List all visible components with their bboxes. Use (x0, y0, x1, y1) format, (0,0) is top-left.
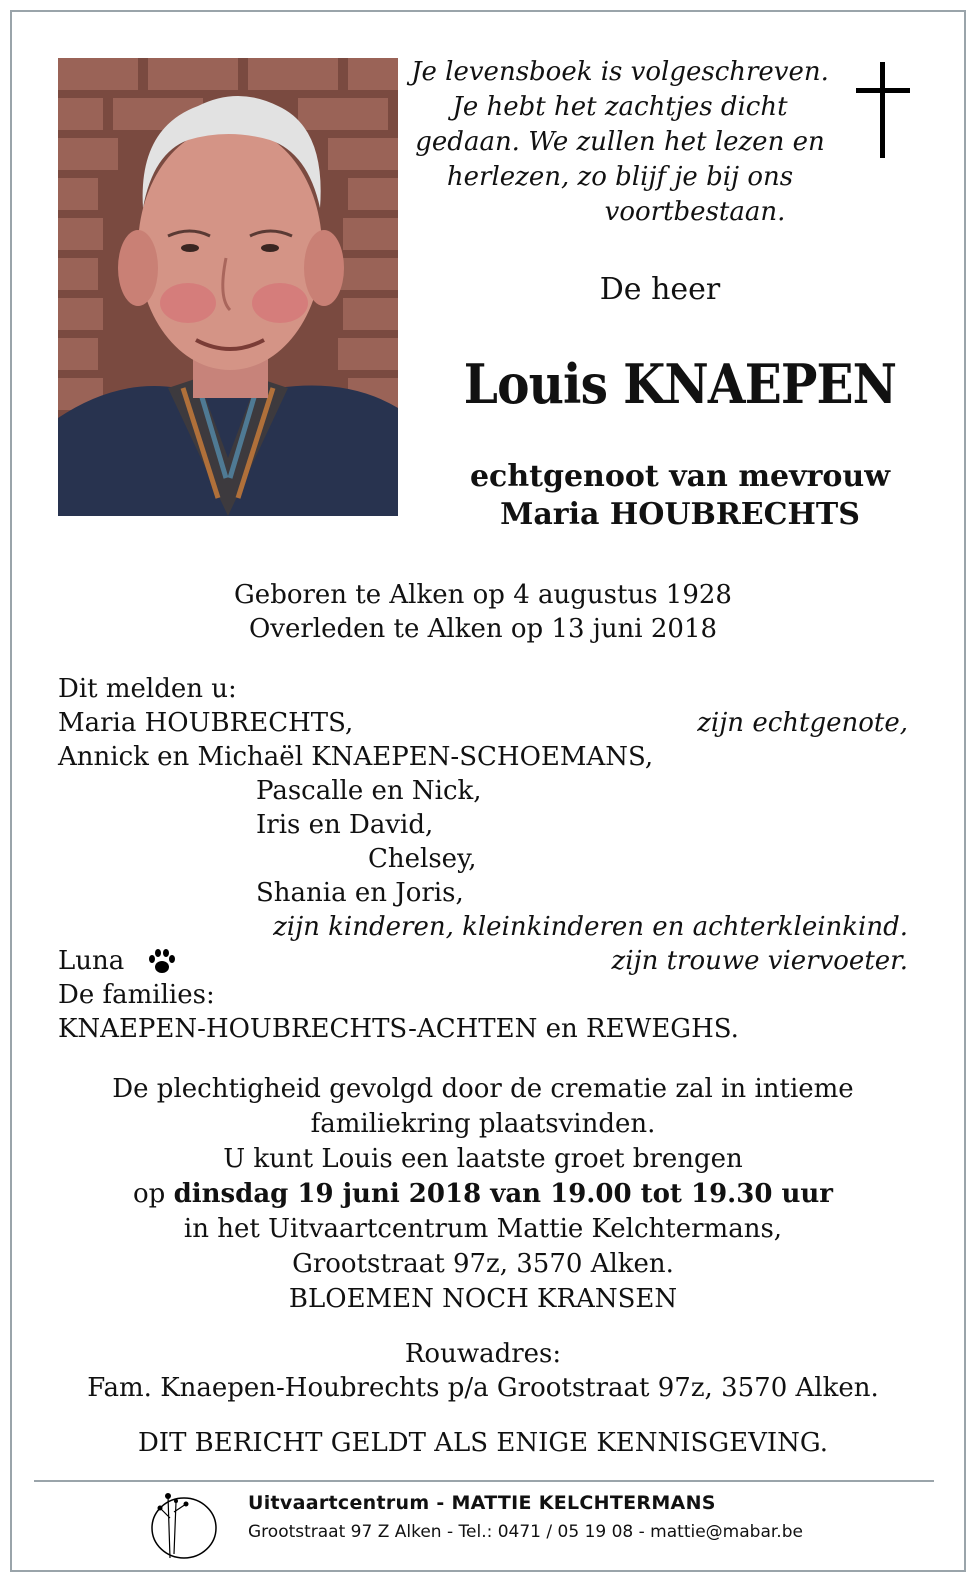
family-row-pet (58, 944, 908, 978)
grandchild-item: Chelsey, (368, 844, 477, 874)
portrait-photo (58, 58, 398, 516)
families-label: De families: (58, 980, 215, 1010)
deceased-name: Louis KNAEPEN (463, 352, 897, 416)
pet-name: Luna (58, 946, 125, 976)
mourning-address (0, 1337, 966, 1405)
poem-line: herlezen, zo blijf je bij ons (446, 162, 794, 192)
spouse-block (400, 458, 960, 534)
death-date: Overleden te Alken op 13 juni 2018 (248, 614, 718, 644)
ceremony-line: U kunt Louis een laatste groet brengen (223, 1144, 743, 1174)
life-dates (0, 578, 966, 646)
ceremony-line: familiekring plaatsvinden. (310, 1109, 656, 1139)
family-row-spouse (58, 706, 908, 740)
poem-line: voortbestaan. (604, 197, 786, 227)
honorific: De heer (599, 272, 721, 307)
family-row-children-role (58, 910, 908, 944)
cross-icon (852, 62, 914, 160)
funeral-home-footer (248, 1492, 803, 1542)
grandchild-item: Pascalle en Nick, (256, 776, 482, 806)
families-names: KNAEPEN-HOUBRECHTS-ACHTEN en REWEGHS. (58, 1014, 739, 1044)
mourning-address-label: Rouwadres: (404, 1339, 562, 1369)
ceremony-line: in het Uitvaartcentrum Mattie Kelchtermans, (183, 1214, 783, 1244)
ceremony-info (0, 1072, 966, 1317)
spouse-line-2: Maria HOUBRECHTS (500, 497, 860, 532)
paw-icon (147, 948, 177, 976)
spouse-name: Maria HOUBRECHTS, (58, 708, 354, 738)
ceremony-prefix: op (133, 1179, 166, 1209)
notice-line: DIT BERICHT GELDT ALS ENIGE KENNISGEVING. (137, 1428, 829, 1458)
ceremony-datetime: dinsdag 19 juni 2018 van 19.00 tot 19.30 uur (173, 1179, 833, 1209)
birth-date: Geboren te Alken op 4 augustus 1928 (234, 580, 732, 610)
ceremony-visit-time (0, 1177, 966, 1212)
poem-line: gedaan. We zullen het lezen en (415, 127, 825, 157)
memorial-poem (400, 55, 840, 230)
family-intro: Dit melden u: (58, 674, 237, 704)
funeral-home-name: Uitvaartcentrum - MATTIE KELCHTERMANS (248, 1492, 716, 1514)
grandchild-item: Shania en Joris, (256, 878, 464, 908)
spouse-role: zijn echtgenote, (697, 708, 908, 738)
child-names: Annick en Michaël KNAEPEN-SCHOEMANS, (58, 742, 654, 772)
funeral-home-contact: Grootstraat 97 Z Alken - Tel.: 0471 / 05 19 08 - mattie@mabar.be (248, 1522, 803, 1542)
footer-divider (34, 1480, 934, 1482)
poem-line: Je levensboek is volgeschreven. (411, 57, 829, 87)
ceremony-line: De plechtigheid gevolgd door de crematie zal in intieme (112, 1074, 854, 1104)
spouse-line-1: echtgenoot van mevrouw (469, 459, 891, 494)
ceremony-line: BLOEMEN NOCH KRANSEN (288, 1284, 678, 1314)
flower-logo-icon (148, 1488, 224, 1564)
mourning-address-text: Fam. Knaepen-Houbrechts p/a Grootstraat 97z, 3570 Alken. (87, 1373, 879, 1403)
ceremony-line: Grootstraat 97z, 3570 Alken. (292, 1249, 674, 1279)
poem-line: Je hebt het zachtjes dicht (452, 92, 788, 122)
grandchild-item: Iris en David, (256, 810, 434, 840)
family-list (58, 672, 908, 1046)
children-role: zijn kinderen, kleinkinderen en achterkleinkind. (273, 912, 908, 942)
pet-role: zijn trouwe viervoeter. (611, 946, 908, 976)
